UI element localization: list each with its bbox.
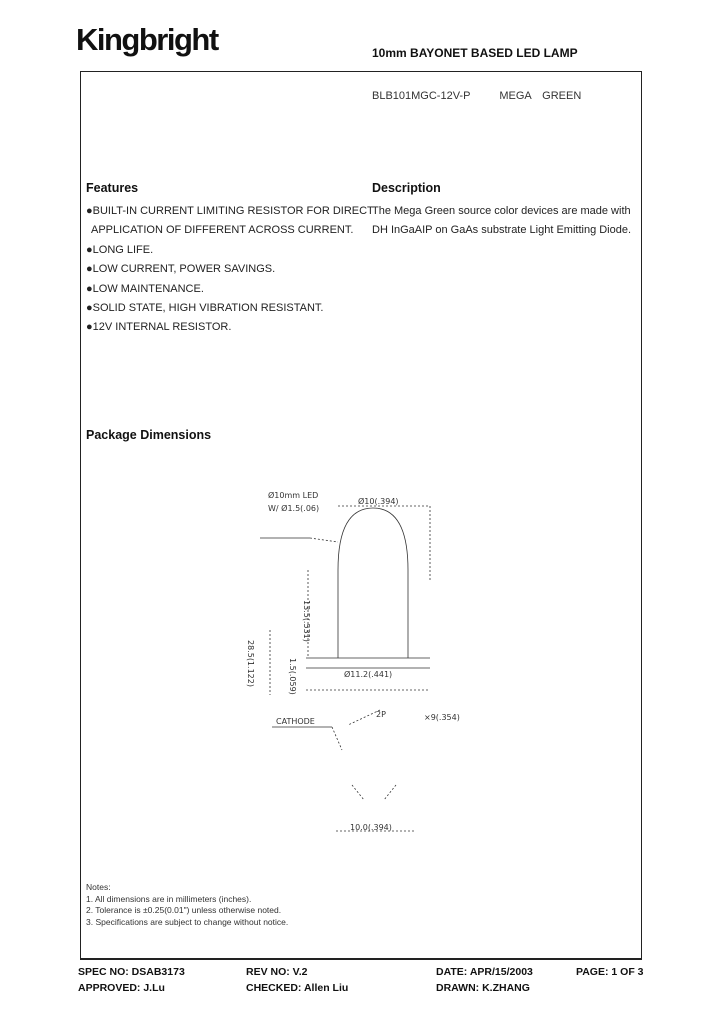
led-label: Ø10mm LED bbox=[268, 491, 319, 500]
feature-item: ●LOW MAINTENANCE. bbox=[86, 282, 204, 295]
feature-item: ●BUILT-IN CURRENT LIMITING RESISTOR FOR DIRECT bbox=[86, 205, 374, 217]
body-height-label: 13.5(.531) bbox=[302, 600, 311, 642]
description-line: DH InGaAIP on GaAs substrate Light Emitting Diode. bbox=[372, 224, 632, 237]
cathode-label: CATHODE bbox=[276, 717, 315, 726]
checked-by: CHECKED: Allen Liu bbox=[246, 982, 349, 994]
note-item: 2. Tolerance is ±0.25(0.01") unless otherwise noted. bbox=[86, 905, 282, 915]
description-line: The Mega Green source color devices are made with bbox=[372, 205, 631, 217]
lens-diameter-label: Ø10(.394) bbox=[358, 497, 399, 506]
feature-item: ●SOLID STATE, HIGH VIBRATION RESISTANT. bbox=[86, 302, 324, 315]
lens-outline bbox=[338, 508, 408, 570]
total-height-label: 28.5(1.122) bbox=[246, 640, 255, 687]
led-leader-line bbox=[310, 538, 338, 542]
revision-number: REV NO: V.2 bbox=[246, 966, 308, 978]
note-item: 3. Specifications are subject to change without notice. bbox=[86, 916, 289, 927]
note-item: 1. All dimensions are in millimeters (inches). bbox=[86, 893, 252, 904]
package-dimensions-heading: Package Dimensions bbox=[86, 428, 212, 442]
feature-item: ●LONG LIFE. bbox=[86, 243, 154, 256]
features-heading: Features bbox=[86, 181, 139, 195]
feature-item: ●12V INTERNAL RESISTOR. bbox=[86, 321, 232, 334]
notes-title: Notes: bbox=[86, 882, 111, 892]
bottom-dimension-label: 10.0(.394) bbox=[350, 823, 392, 832]
drawn-by: DRAWN: K.ZHANG bbox=[436, 982, 530, 994]
features-list bbox=[86, 202, 374, 338]
package-drawing bbox=[240, 480, 460, 840]
spec-number: SPEC NO: DSAB3173 bbox=[78, 966, 185, 978]
document-date: DATE: APR/15/2003 bbox=[436, 966, 533, 978]
pin-marker-right bbox=[384, 785, 396, 800]
led-label-secondary: W/ Ø1.5(.06) bbox=[268, 504, 320, 513]
cathode-leader bbox=[332, 727, 342, 750]
footer-divider bbox=[80, 959, 642, 960]
part-number: BLB101MGC-12V-P bbox=[372, 90, 471, 102]
page-number: PAGE: 1 OF 3 bbox=[576, 966, 644, 978]
notes-block bbox=[86, 882, 288, 928]
pin-marker-left bbox=[352, 785, 364, 800]
description-text bbox=[372, 202, 631, 241]
color-name: MEGA GREEN bbox=[499, 90, 582, 102]
part-info bbox=[372, 90, 581, 102]
base-diameter-label: Ø11.2(.441) bbox=[344, 670, 393, 679]
kingbright-logo: Kingbright bbox=[76, 22, 218, 57]
feature-item: APPLICATION OF DIFFERENT ACROSS CURRENT. bbox=[91, 224, 354, 237]
feature-item: ●LOW CURRENT, POWER SAVINGS. bbox=[86, 263, 276, 276]
base-height-label: 1.5(.059) bbox=[288, 658, 297, 695]
pin-count-label: 2P bbox=[376, 710, 386, 719]
pin-spacing-label: ×9(.354) bbox=[424, 713, 460, 722]
description-heading: Description bbox=[372, 181, 441, 195]
approved-by: APPROVED: J.Lu bbox=[78, 982, 165, 994]
document-title: 10mm BAYONET BASED LED LAMP bbox=[372, 46, 578, 60]
